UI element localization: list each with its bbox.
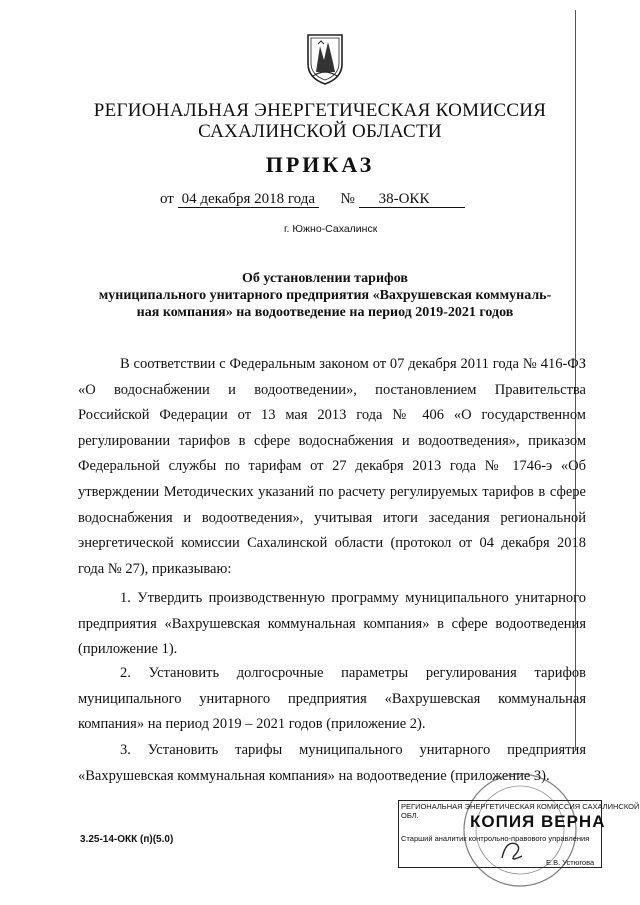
preamble-paragraph: В соответствии с Федеральным законом от 07 декабря 2011 года № 416-ФЗ «О водоснабжении и водоотведении», постановлением Правительства Российской Федерации от 13 мая 2013 года № 406 «О государственном регулировании тарифов в сфере водоснабжения и водоотведения», приказом Федеральной службы по тарифам от 27 декабря 2013 года № 1746-э «Об утверждении Методических указаний по расчету регулируемых тарифов в сфере водоснабжения и водоотведения», учитывая итоги заседания региональной энергетической комиссии Сахалинской области (протокол от 04 декабря 2018 года № 27), приказываю: [78, 356, 586, 577]
document-date: 04 декабря 2018 года [178, 192, 319, 208]
stamp-position: Старший аналитик контрольно-правового управления [401, 834, 590, 843]
stamp-signer-name: Е.В. Устюгова [546, 858, 595, 867]
coat-of-arms-icon [304, 32, 346, 86]
order-item-3: 3. Установить тарифы муниципального унитарного предприятия «Вахрушевская коммунальная компания» на водоотведение (приложение 3). [78, 742, 586, 784]
organization-region: САХАЛИНСКОЙ ОБЛАСТИ [198, 121, 442, 142]
subject-line: ная компания» на водоотведение на период 2019-2021 годов [136, 305, 514, 320]
organization-name: РЕГИОНАЛЬНАЯ ЭНЕРГЕТИЧЕСКАЯ КОМИССИЯ [93, 100, 547, 121]
document-city: г. Южно-Сахалинск [284, 223, 378, 235]
date-prefix: от [160, 191, 174, 207]
document-date-number [160, 191, 465, 208]
document-number: 38-ОКК [359, 192, 466, 208]
subject-line: Об установлении тарифов [242, 271, 408, 286]
document-subject [60, 270, 590, 321]
number-sign: № [340, 191, 355, 207]
stamp-copy-verified: КОПИЯ ВЕРНА [470, 812, 606, 831]
order-item-1: 1. Утвердить производственную программу муниципального унитарного предприятия «Вахрушевская коммунальная компания» в сфере водоотведения (приложение 1). [78, 590, 586, 658]
document-code: 3.25-14-ОКК (п)(5.0) [80, 834, 174, 845]
stamp-organization: РЕГИОНАЛЬНАЯ ЭНЕРГЕТИЧЕСКАЯ КОМИССИЯ САХАЛИНСКОЙ ОБЛ. [401, 802, 640, 820]
document-type: ПРИКАЗ [265, 152, 375, 177]
order-item-2: 2. Установить долгосрочные параметры регулирования тарифов муниципального унитарного предприятия «Вахрушевская коммунальная компания» на период 2019 – 2021 годов (приложение 2). [78, 665, 586, 733]
subject-line: муниципального унитарного предприятия «Вахрушевская коммуналь- [98, 288, 552, 303]
